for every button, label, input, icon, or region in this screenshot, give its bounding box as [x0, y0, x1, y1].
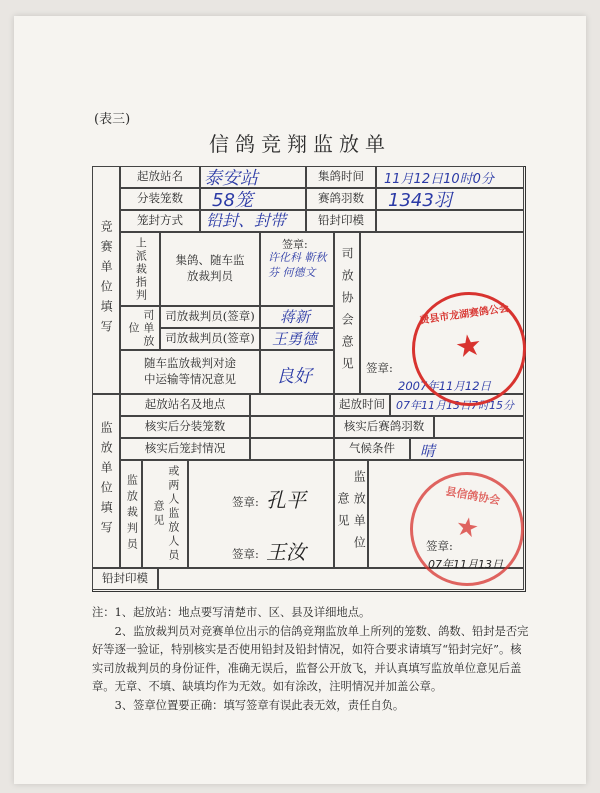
station-value: 泰安站: [204, 168, 258, 189]
s2-opinion-sign: 签章:: [426, 539, 453, 553]
seal-method-value: 铅封、封带: [206, 211, 287, 230]
s2-opinion-label: 监放单位意见: [334, 460, 368, 568]
assoc-opinion-label: 司放协会意见: [334, 232, 360, 394]
assoc-date-value: 2007年11月12日: [398, 379, 492, 393]
seal-row-label: 铅封印模: [92, 568, 158, 590]
s2-row2-label2: 核实后赛鸽羽数: [334, 416, 434, 438]
s2-group-b-label: 或两人监放人员意见: [142, 460, 188, 568]
bird-count-value: 1343羽: [388, 190, 452, 211]
s2-row2-value2: [434, 416, 524, 438]
star-icon: ★: [453, 511, 482, 545]
notes: [92, 604, 532, 715]
release-group-label: 司单放位: [120, 306, 160, 350]
s2-row3-label: 核实后笼封情况: [120, 438, 250, 460]
release-judge-2-label: 司放裁判员(签章): [160, 328, 260, 350]
note-1: 注：1、起放站：地点要写清楚市、区、县及详细地点。: [92, 606, 371, 619]
s2-row2-label: 核实后分装笼数: [120, 416, 250, 438]
s2-row2-value: [250, 416, 334, 438]
s2-row3-value: [250, 438, 334, 460]
weather-value: 晴: [420, 442, 436, 460]
note-2: 2、监放裁判员对竞赛单位出示的信鸽竞翔监放单上所列的笼数、鸽数、铅封是否完好等逐一验证，特别核实是否使用铅封及铅封情况，如符合要求请填写“铅封完好”。核实司放裁判员的身份证件，准确无误后，监督公开放飞，并认真填写监放单位意见后盖章。无章、不填、缺填均作为无效。如有涂改，注明情况并加盖公章。: [92, 624, 529, 693]
s2-row1-label: 起放站名及地点: [120, 394, 250, 416]
stamp1-text: 费县市龙湖赛鸽公会: [418, 303, 510, 327]
row-label-gather-time: 集鸽时间: [306, 166, 376, 188]
supervisor-sign-names: 许化科 靳秋芬 何德文: [268, 251, 327, 279]
s2-row1-label2: 起放时间: [334, 394, 390, 416]
form-label: (表三): [94, 112, 131, 127]
note-3: 3、签章位置要正确：填写签章有误此表无效，责任自负。: [114, 698, 405, 712]
release-judge-1-label: 司放裁判员(签章): [160, 306, 260, 328]
s2-group-a-label: 监放裁判员: [120, 460, 142, 568]
star-icon: ★: [452, 327, 485, 366]
s2-sign-b-value: 王汝: [266, 540, 306, 564]
transport-opinion-value: 良好: [276, 366, 312, 387]
stamp2-text: 县信鸽协会: [444, 484, 502, 508]
assoc-sign-label: 签章:: [366, 361, 393, 375]
s2-row3-label2: 气候条件: [334, 438, 410, 460]
supervisor-label: 集鸽、随车监放裁判员: [160, 232, 260, 306]
s2-sign-a-value: 孔平: [266, 488, 306, 512]
row-label-bird-count: 赛鸽羽数: [306, 188, 376, 210]
cages-value: 58笼: [212, 190, 253, 211]
s2-sign-a-label: 签章:: [232, 495, 259, 509]
gather-time-value: 11月12日10时0分: [384, 172, 494, 187]
row-label-seal-mold: 铅封印模: [306, 210, 376, 232]
row-value-seal-mold: [376, 210, 524, 232]
release-sign-1-value: 蒋新: [280, 308, 311, 326]
s2-sign-b-label: 签章:: [232, 547, 259, 561]
supervisor-group-label: 上派裁指判: [120, 232, 160, 306]
section2-side-label: 监放单位填写: [92, 394, 120, 568]
row-label-seal-method: 笼封方式: [120, 210, 200, 232]
release-time-value: 07年11月13日7时15分: [396, 399, 514, 412]
s2-opinion-date: 07年11月13日: [428, 558, 503, 571]
s2-row1-value: [250, 394, 334, 416]
supervisor-sign-label: 签章:: [282, 238, 308, 251]
transport-opinion-label: 随车监放裁判对途中运输等情况意见: [120, 350, 260, 394]
s2-sign-cell: [188, 460, 334, 568]
page-title: 信鸽竞翔监放单: [209, 132, 391, 156]
section1-side-label: 竞赛单位填写: [92, 166, 120, 394]
row-label-cages: 分装笼数: [120, 188, 200, 210]
release-sign-2-value: 王勇德: [272, 330, 318, 348]
row-label-station: 起放站名: [120, 166, 200, 188]
